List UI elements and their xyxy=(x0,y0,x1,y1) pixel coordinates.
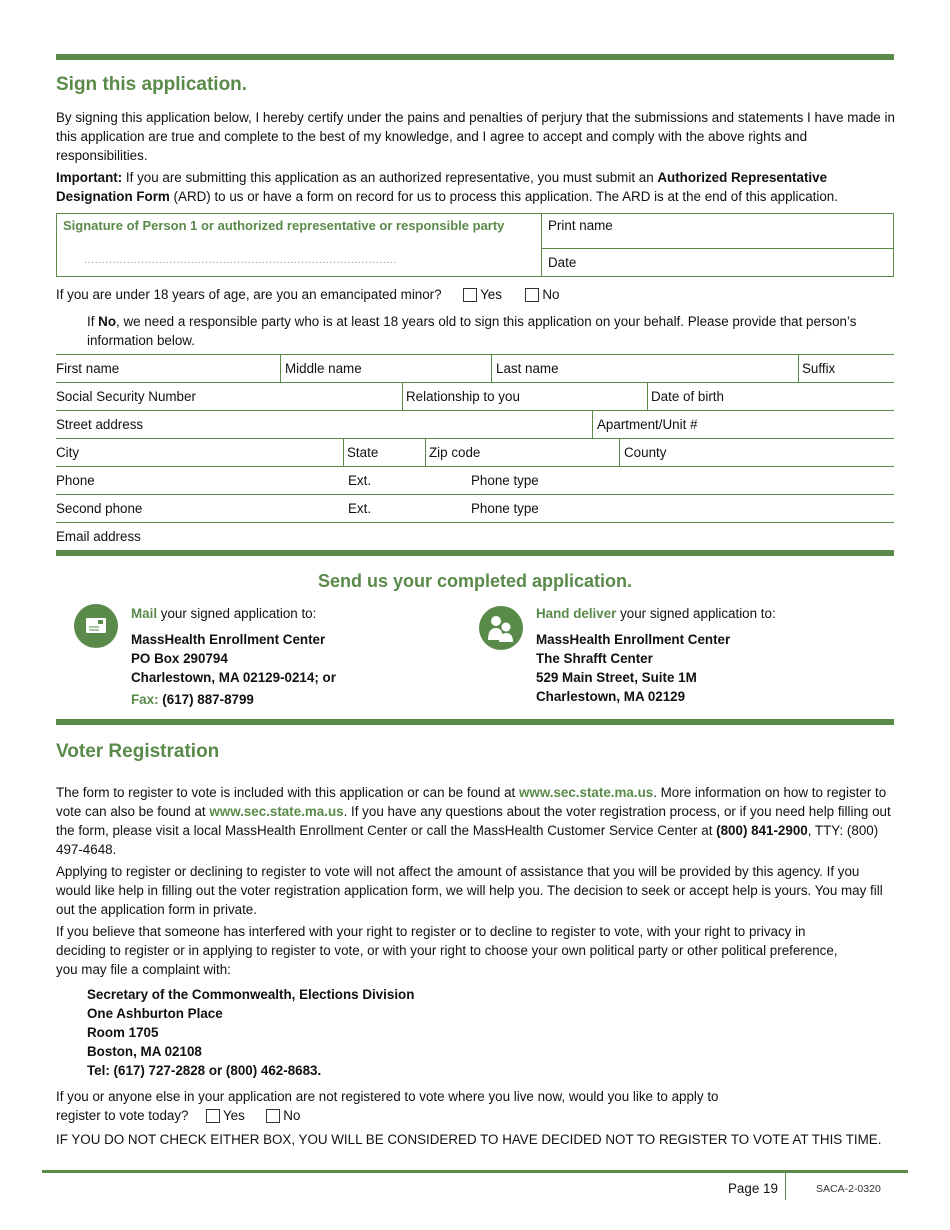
important-paragraph xyxy=(56,168,896,206)
row-line-3 xyxy=(56,410,894,411)
divider xyxy=(798,354,799,382)
register-question-2: register to vote today? xyxy=(56,1108,189,1123)
middle-name-field[interactable]: Middle name xyxy=(285,361,362,376)
second-phone-field[interactable]: Second phone xyxy=(56,501,143,516)
first-name-field[interactable]: First name xyxy=(56,361,120,376)
footer-rule xyxy=(42,1170,908,1173)
row-line-6 xyxy=(56,494,894,495)
ext-field[interactable]: Ext. xyxy=(348,473,372,488)
zip-field[interactable]: Zip code xyxy=(429,445,481,460)
date-field[interactable]: Date xyxy=(548,255,577,270)
street-address-field[interactable]: Street address xyxy=(56,417,144,432)
minor-question-row xyxy=(56,287,560,302)
print-name-field[interactable]: Print name xyxy=(548,218,613,233)
hand-line-2: The Shrafft Center xyxy=(536,651,653,666)
row-line-1 xyxy=(56,354,894,355)
people-icon xyxy=(479,606,523,650)
voter-paragraph-2: Applying to register or declining to register to vote will not affect the amount of assistance that you will be provided by this agency. If you would like help in filling out the voter registration application form, we will help you. The decision to seek or accept help is yours. You may fill out the application form in private. xyxy=(56,864,883,917)
voter-paragraph-3: If you believe that someone has interfered with your right to register or to decline to register to vote, with your right to privacy in deciding to register or in applying to register to vote, or with your right to choose your own political party or other political preference, you may file a complaint with: xyxy=(56,924,838,977)
mail-text: your signed application to: xyxy=(157,606,317,621)
ext2-field[interactable]: Ext. xyxy=(348,501,372,516)
sign-title: Sign this application. xyxy=(56,74,248,95)
row-line-5 xyxy=(56,466,894,467)
hand-heading xyxy=(536,606,776,621)
section-rule xyxy=(56,550,894,556)
last-name-field[interactable]: Last name xyxy=(496,361,559,376)
fax-label: Fax: xyxy=(131,692,159,707)
signature-label: Signature of Person 1 or authorized representative or responsible party xyxy=(63,218,505,233)
mail-label: Mail xyxy=(131,606,158,621)
row-line-4 xyxy=(56,438,894,439)
top-rule xyxy=(56,54,894,60)
page-number: Page 19 xyxy=(728,1181,778,1196)
section-rule-2 xyxy=(56,719,894,725)
customer-service-phone: (800) 841-2900 xyxy=(716,823,808,838)
relationship-field[interactable]: Relationship to you xyxy=(406,389,520,404)
mail-heading xyxy=(131,606,316,621)
elections-line-2: One Ashburton Place xyxy=(87,1006,223,1021)
minor-yes-checkbox[interactable] xyxy=(463,288,477,302)
if-no-text: , we need a responsible party who is at least 18 years old to sign this application on your behalf. Please provide that person’s information below. xyxy=(87,314,857,348)
minor-question: If you are under 18 years of age, are you an emancipated minor? xyxy=(56,287,442,302)
state-field[interactable]: State xyxy=(347,445,379,460)
divider xyxy=(647,382,648,410)
fax-number: (617) 887-8799 xyxy=(162,692,254,707)
hand-line-4: Charlestown, MA 02129 xyxy=(536,689,686,704)
if-no-paragraph xyxy=(87,312,887,350)
mail-line-3: Charlestown, MA 02129-0214; or xyxy=(131,670,336,685)
hand-deliver-icon xyxy=(479,606,523,650)
phone-type-field[interactable]: Phone type xyxy=(471,473,539,488)
register-question xyxy=(56,1087,856,1125)
register-yes-checkbox[interactable] xyxy=(206,1109,220,1123)
elections-line-4: Boston, MA 02108 xyxy=(87,1044,202,1059)
elections-line-1: Secretary of the Commonwealth, Elections Division xyxy=(87,987,415,1002)
mail-icon xyxy=(74,604,118,648)
signature-divider xyxy=(541,213,542,277)
print-date-divider xyxy=(541,248,894,249)
ard-label: Authorized Representative Designation Form xyxy=(56,170,828,204)
divider xyxy=(343,438,344,466)
minor-no-label: No xyxy=(542,287,560,302)
divider xyxy=(280,354,281,382)
no-bold: No xyxy=(98,314,117,329)
suffix-field[interactable]: Suffix xyxy=(802,361,836,376)
register-no-checkbox[interactable] xyxy=(266,1109,280,1123)
form-code: SACA-2-0320 xyxy=(816,1183,881,1195)
hand-label: Hand deliver xyxy=(536,606,617,621)
divider xyxy=(425,438,426,466)
row-line-7 xyxy=(56,522,894,523)
if-label: If xyxy=(87,314,99,329)
dob-field[interactable]: Date of birth xyxy=(651,389,724,404)
divider xyxy=(402,382,403,410)
no-checkbox-warning: IF YOU DO NOT CHECK EITHER BOX, YOU WILL BE CONSIDERED TO HAVE DECIDED NOT TO REGISTER TO VOTE AT THIS TIME. xyxy=(56,1132,882,1147)
city-field[interactable]: City xyxy=(56,445,80,460)
voter-p1-b: . More information on how to register to vote can also be found at xyxy=(56,785,887,819)
phone-type2-field[interactable]: Phone type xyxy=(471,501,539,516)
important-text-1: If you are submitting this application as an authorized representative, you must submit an xyxy=(122,170,658,185)
elections-line-3: Room 1705 xyxy=(87,1025,159,1040)
hand-line-3: 529 Main Street, Suite 1M xyxy=(536,670,697,685)
elections-address xyxy=(87,985,414,1080)
email-field[interactable]: Email address xyxy=(56,529,141,544)
certify-paragraph: By signing this application below, I hereby certify under the pains and penalties of perjury that the submissions and statements I have made in this application are true and complete to the best of my knowledge, and I agree to accept and comply with the above rights and responsibilities. xyxy=(56,110,895,163)
voter-p1-c: . If you have any questions about the voter registration process, or if you need help filling out the form, please visit a local MassHealth Enrollment Center or call the MassHealth Customer Service Center at xyxy=(56,804,891,838)
phone-field[interactable]: Phone xyxy=(56,473,95,488)
envelope-icon xyxy=(74,604,118,648)
ssn-field[interactable]: Social Security Number xyxy=(56,389,196,404)
voter-link-1[interactable]: www.sec.state.ma.us xyxy=(518,785,654,800)
hand-line-1: MassHealth Enrollment Center xyxy=(536,632,731,647)
voter-paragraph-1 xyxy=(56,783,898,859)
mail-address xyxy=(131,630,336,687)
mail-line-1: MassHealth Enrollment Center xyxy=(131,632,326,647)
voter-p1-d: , TTY: (800) 497-4648. xyxy=(56,823,879,857)
signature-line[interactable]: ........................................................................................ xyxy=(84,254,397,266)
voter-link-2[interactable]: www.sec.state.ma.us xyxy=(209,804,344,819)
hand-text: your signed application to: xyxy=(616,606,776,621)
send-title: Send us your completed application. xyxy=(317,571,633,591)
register-no-label: No xyxy=(283,1108,301,1123)
register-question-1: If you or anyone else in your application are not registered to vote where you live now, would you like to apply to xyxy=(56,1089,719,1104)
hand-address xyxy=(536,630,730,706)
register-yes-label: Yes xyxy=(222,1108,245,1123)
apartment-field[interactable]: Apartment/Unit # xyxy=(597,417,698,432)
mail-line-2: PO Box 290794 xyxy=(131,651,228,666)
minor-no-checkbox[interactable] xyxy=(525,288,539,302)
important-label: Important: xyxy=(56,170,123,185)
row-line-2 xyxy=(56,382,894,383)
footer-divider xyxy=(785,1173,786,1200)
divider xyxy=(619,438,620,466)
voter-title: Voter Registration xyxy=(56,741,220,762)
divider xyxy=(491,354,492,382)
important-text-2: (ARD) to us or have a form on record for us to process this application. The ARD is at the end of this application. xyxy=(169,189,838,204)
minor-yes-label: Yes xyxy=(480,287,502,302)
divider xyxy=(592,410,593,438)
fax-line xyxy=(131,692,254,707)
elections-line-5: Tel: (617) 727-2828 or (800) 462-8683. xyxy=(87,1063,322,1078)
voter-p1-a: The form to register to vote is included with this application or can be found at xyxy=(56,785,519,800)
county-field[interactable]: County xyxy=(624,445,667,460)
